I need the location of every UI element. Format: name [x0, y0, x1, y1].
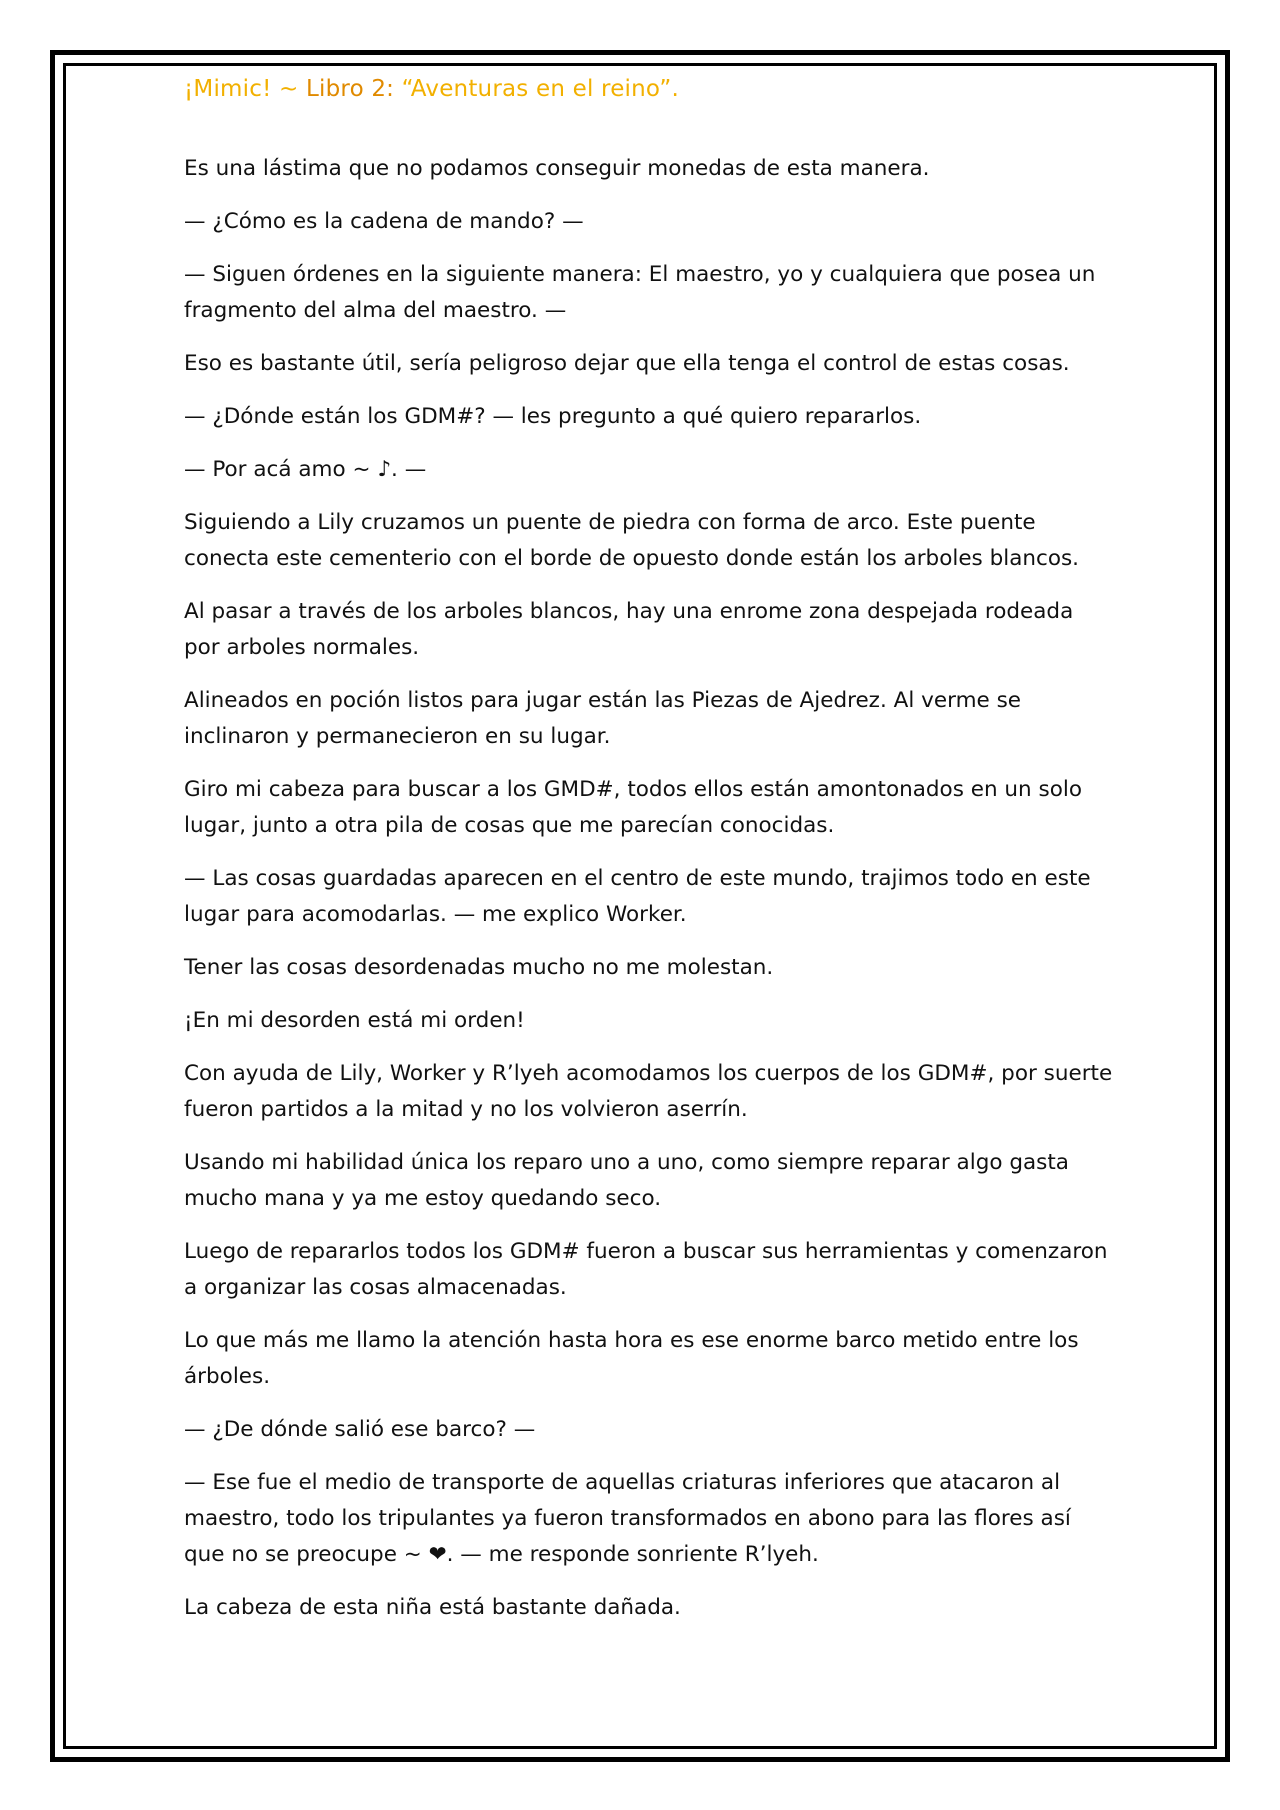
paragraph: Con ayuda de Lily, Worker y R’lyeh acomodamos los cuerpos de los GDM#, por suerte fueron partidos a la mitad y no los volvieron aserrín. — [184, 1061, 1113, 1122]
running-header — [184, 76, 679, 102]
paragraph: Siguiendo a Lily cruzamos un puente de piedra con forma de arco. Este puente conecta este cementerio con el borde de opuesto donde están los arboles blancos. — [184, 510, 1080, 571]
body-text — [184, 151, 1114, 1643]
paragraph: Usando mi habilidad única los reparo uno a uno, como siempre reparar algo gasta mucho mana y ya me estoy quedando seco. — [184, 1150, 1069, 1211]
paragraph: La cabeza de esta niña está bastante dañada. — [184, 1595, 681, 1620]
paragraph: Giro mi cabeza para buscar a los GMD#, todos ellos están amontonados en un solo lugar, junto a otra pila de cosas que me parecían conocidas. — [184, 777, 1083, 838]
paragraph: — ¿De dónde salió ese barco? — — [184, 1417, 536, 1442]
paragraph: Al pasar a través de los arboles blancos, hay una enrome zona despejada rodeada por arboles normales. — [184, 599, 1074, 660]
paragraph: — Las cosas guardadas aparecen en el centro de este mundo, trajimos todo en este lugar para acomodarlas. — me explico Worker. — [184, 866, 1091, 927]
header-series: ¡Mimic! — [184, 76, 272, 102]
header-subtitle: “Aventuras en el reino”. — [394, 76, 680, 102]
paragraph: Luego de repararlos todos los GDM# fueron a buscar sus herramientas y comenzaron a organizar las cosas almacenadas. — [184, 1239, 1108, 1300]
header-separator: ~ — [271, 76, 307, 102]
paragraph: Eso es bastante útil, sería peligroso dejar que ella tenga el control de estas cosas. — [184, 351, 1070, 376]
paragraph: — Siguen órdenes en la siguiente manera: El maestro, yo y cualquiera que posea un fragmento del alma del maestro. — — [184, 262, 1096, 323]
paragraph: — Ese fue el medio de transporte de aquellas criaturas inferiores que atacaron al maestro, todo los tripulantes ya fueron transformados en abono para las flores así que no se preocupe ~ ❤. — me responde sonriente R’lyeh. — [184, 1470, 1071, 1567]
paragraph: Tener las cosas desordenadas mucho no me molestan. — [184, 955, 774, 980]
paragraph: — ¿Dónde están los GDM#? — les pregunto a qué quiero repararlos. — [184, 404, 922, 429]
paragraph: — Por acá amo ~ ♪. — — [184, 457, 427, 482]
paragraph: Alineados en poción listos para jugar están las Piezas de Ajedrez. Al verme se inclinaron y permanecieron en su lugar. — [184, 688, 1021, 749]
paragraph: Es una lástima que no podamos conseguir monedas de esta manera. — [184, 156, 930, 181]
paragraph: Lo que más me llamo la atención hasta hora es ese enorme barco metido entre los árboles. — [184, 1328, 1079, 1389]
paragraph: — ¿Cómo es la cadena de mando? — — [184, 209, 584, 234]
paragraph: ¡En mi desorden está mi orden! — [184, 1008, 525, 1033]
header-book: Libro 2: — [306, 76, 395, 102]
